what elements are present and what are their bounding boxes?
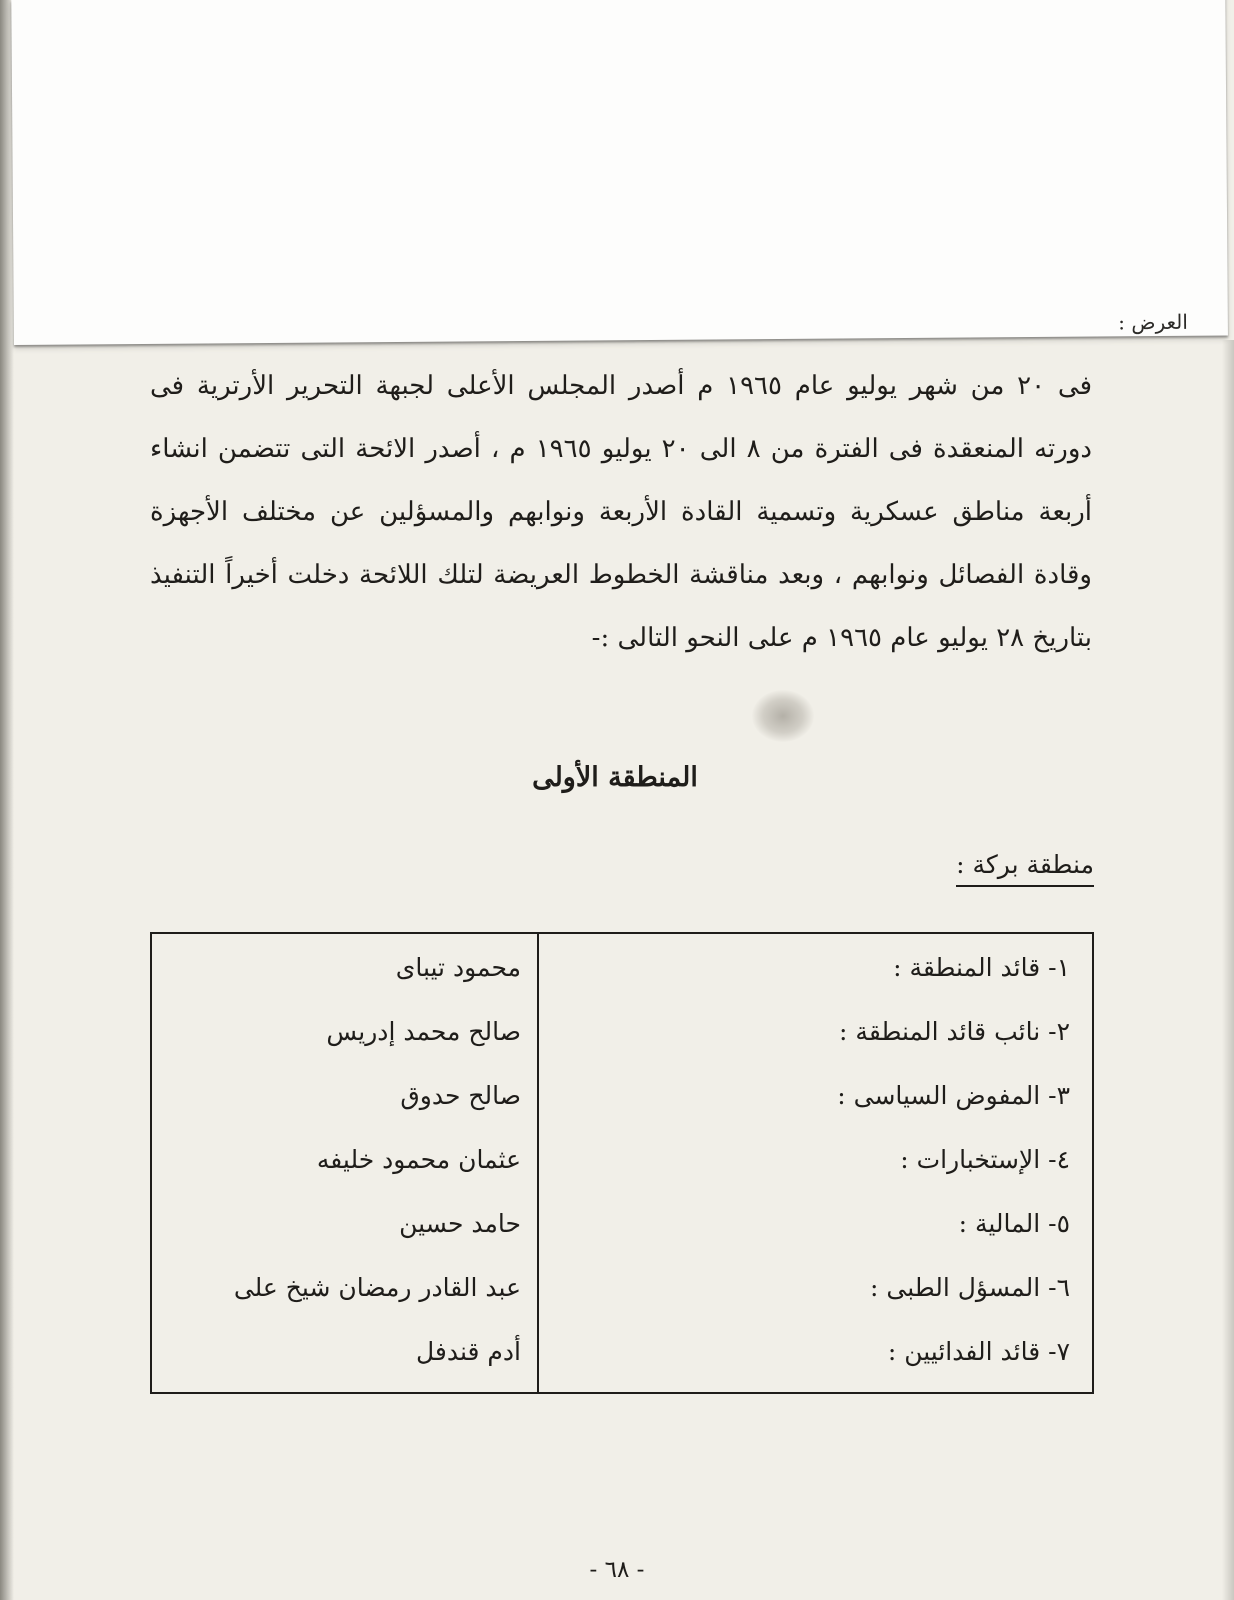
section-title: المنطقة الأولى [532, 762, 698, 793]
role-cell: ٦- المسؤل الطبى : [870, 1273, 1070, 1302]
role-cell: ٢- نائب قائد المنطقة : [839, 1017, 1070, 1046]
ink-smudge [752, 690, 814, 742]
page-number: - ٦٨ - [589, 1557, 645, 1583]
name-cell: صالح حدوق [400, 1081, 521, 1110]
roles-column [537, 934, 1092, 1392]
name-cell: حامد حسين [399, 1209, 521, 1238]
name-cell: محمود تيباى [395, 953, 521, 982]
intro-paragraph: فى ٢٠ من شهر يوليو عام ١٩٦٥ م أصدر المجلس الأعلى لجبهة التحرير الأرترية فى دورته المنعقدة فى الفترة من ٨ الى ٢٠ يوليو ١٩٦٥ م ، أصدر الائحة التى تتضمن انشاء أربعة مناطق عسكرية وتسمية القادة الأربعة ونوابهم والمسؤلين عن مختلف الأجهزة وقادة الفصائل ونوابهم ، وبعد مناقشة الخطوط العريضة لتلك اللائحة دخلت أخيراً التنفيذ بتاريخ ٢٨ يوليو عام ١٩٦٥ م على النحو التالى :- [150, 371, 1092, 653]
role-cell: ٣- المفوض السياسى : [837, 1081, 1070, 1110]
role-cell: ٤- الإستخبارات : [900, 1145, 1070, 1174]
name-cell: عثمان محمود خليفه [316, 1145, 521, 1174]
roster-table [150, 932, 1094, 1394]
role-cell: ٥- المالية : [958, 1209, 1070, 1238]
names-column [152, 934, 537, 1392]
name-cell: صالح محمد إدريس [326, 1017, 521, 1046]
role-cell: ١- قائد المنطقة : [893, 953, 1070, 982]
scan-left-edge [0, 0, 14, 1600]
name-cell: أدم قندفل [415, 1337, 521, 1366]
role-cell: ٧- قائد الفدائيين : [887, 1337, 1070, 1366]
overlay-text-fragment: العرض : [1118, 309, 1188, 335]
name-cell: عبد القادر رمضان شيخ على [233, 1273, 521, 1302]
region-label: منطقة بركة : [956, 850, 1094, 887]
overlapping-page-sheet [11, 0, 1228, 345]
scan-right-edge [1222, 340, 1234, 1600]
